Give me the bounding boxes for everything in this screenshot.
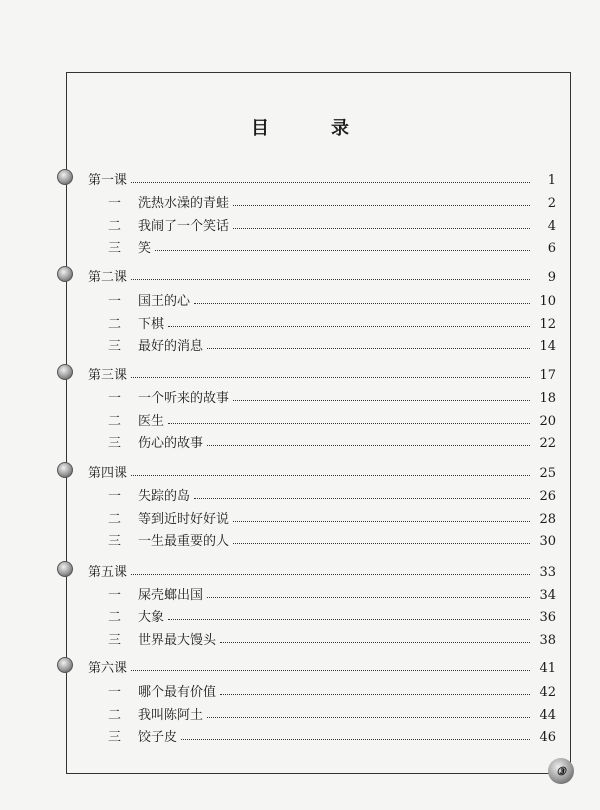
toc-lesson[interactable] (88, 558, 556, 580)
item-title: 失踪的岛 (138, 489, 191, 504)
item-title: 哪个最有价值 (138, 685, 217, 700)
toc-item[interactable] (108, 212, 556, 234)
item-title: 我闹了一个笑话 (138, 219, 230, 234)
page-ref: 1 (547, 173, 556, 188)
page-ref: 38 (539, 633, 556, 648)
item-number: 一 (108, 588, 122, 603)
item-number: 三 (108, 241, 122, 256)
item-number: 二 (108, 610, 122, 625)
toc-item[interactable] (108, 581, 556, 603)
toc-lesson[interactable] (88, 263, 556, 285)
bullet-icon (57, 169, 73, 185)
toc-item[interactable] (108, 332, 556, 354)
item-title: 世界最大馒头 (138, 633, 217, 648)
bullet-icon (57, 657, 73, 673)
lesson-label: 第三课 (88, 368, 128, 383)
item-title: 医生 (138, 414, 165, 429)
page-ref: 20 (539, 414, 556, 429)
item-number: 三 (108, 436, 122, 451)
page-ref: 2 (547, 196, 556, 211)
item-number: 二 (108, 414, 122, 429)
toc-item[interactable] (108, 701, 556, 723)
item-title: 最好的消息 (138, 339, 204, 354)
page-ref: 42 (539, 685, 556, 700)
page-ref: 6 (547, 241, 556, 256)
page-ref: 30 (539, 534, 556, 549)
page-ref: 4 (547, 219, 556, 234)
toc-item[interactable] (108, 723, 556, 745)
bullet-icon (57, 266, 73, 282)
page-ref: 44 (539, 708, 556, 723)
lesson-label: 第五课 (88, 565, 128, 580)
item-title: 一个听来的故事 (138, 391, 230, 406)
bullet-icon (57, 364, 73, 380)
toc-item[interactable] (108, 189, 556, 211)
item-title: 伤心的故事 (138, 436, 204, 451)
page-ref: 36 (539, 610, 556, 625)
toc-item[interactable] (108, 384, 556, 406)
item-number: 三 (108, 633, 122, 648)
page-ref: 18 (539, 391, 556, 406)
item-title: 等到近时好好说 (138, 512, 230, 527)
item-number: 一 (108, 294, 122, 309)
toc-item[interactable] (108, 234, 556, 256)
toc-item[interactable] (108, 429, 556, 451)
page-ref: 34 (539, 588, 556, 603)
item-title: 笑 (138, 241, 152, 256)
toc-lesson[interactable] (88, 459, 556, 481)
toc-item[interactable] (108, 626, 556, 648)
page-ref: 46 (539, 730, 556, 745)
item-title: 屎壳螂出国 (138, 588, 204, 603)
item-number: 一 (108, 391, 122, 406)
page-ref: 10 (539, 294, 556, 309)
toc-item[interactable] (108, 678, 556, 700)
lesson-label: 第四课 (88, 466, 128, 481)
page-ref: 12 (539, 317, 556, 332)
item-number: 二 (108, 708, 122, 723)
page-ref: 17 (539, 368, 556, 383)
bullet-icon (57, 561, 73, 577)
toc-item[interactable] (108, 407, 556, 429)
toc-item[interactable] (108, 482, 556, 504)
toc-item[interactable] (108, 527, 556, 549)
page-ref: 28 (539, 512, 556, 527)
item-number: 三 (108, 730, 122, 745)
page-ref: 41 (539, 661, 556, 676)
lesson-label: 第二课 (88, 270, 128, 285)
toc-item[interactable] (108, 603, 556, 625)
bullet-icon (57, 462, 73, 478)
item-title: 我叫陈阿土 (138, 708, 204, 723)
item-number: 一 (108, 489, 122, 504)
toc-lesson[interactable] (88, 654, 556, 676)
page-ref: 22 (539, 436, 556, 451)
page-ref: 14 (539, 339, 556, 354)
item-number: 三 (108, 339, 122, 354)
item-title: 大象 (138, 610, 165, 625)
item-title: 一生最重要的人 (138, 534, 230, 549)
item-title: 国王的心 (138, 294, 191, 309)
lesson-label: 第六课 (88, 661, 128, 676)
toc-lesson[interactable] (88, 361, 556, 383)
item-title: 下棋 (138, 317, 165, 332)
page-ref: 33 (539, 565, 556, 580)
toc-item[interactable] (108, 287, 556, 309)
item-number: 二 (108, 219, 122, 234)
page-ref: 9 (547, 270, 556, 285)
item-number: 一 (108, 196, 122, 211)
item-number: 三 (108, 534, 122, 549)
toc-lesson[interactable] (88, 166, 556, 188)
toc-item[interactable] (108, 310, 556, 332)
page-number: ③ (548, 758, 574, 784)
page-ref: 26 (539, 489, 556, 504)
toc-item[interactable] (108, 505, 556, 527)
item-number: 二 (108, 512, 122, 527)
page-ref: 25 (539, 466, 556, 481)
item-number: 二 (108, 317, 122, 332)
item-number: 一 (108, 685, 122, 700)
item-title: 饺子皮 (138, 730, 178, 745)
item-title: 洗热水澡的青蛙 (138, 196, 230, 211)
page-title: 目 录 (251, 118, 371, 139)
lesson-label: 第一课 (88, 173, 128, 188)
